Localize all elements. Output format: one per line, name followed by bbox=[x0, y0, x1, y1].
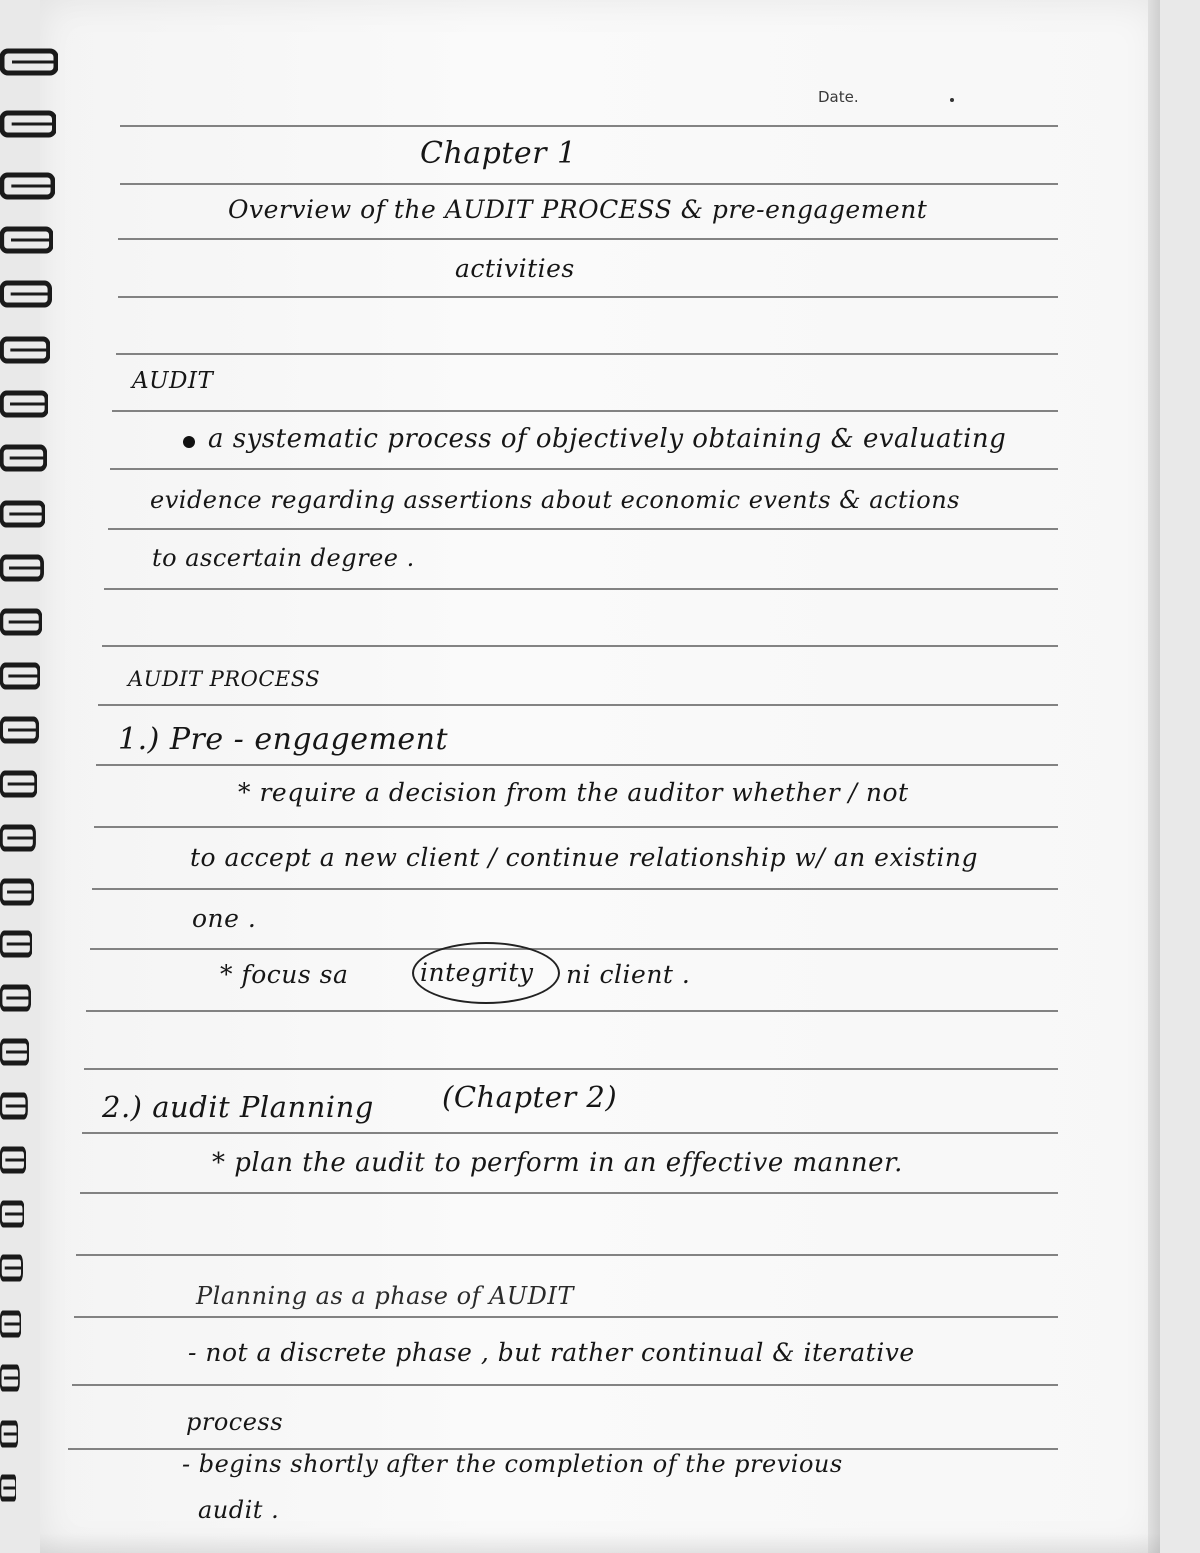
audit-planning-note-line1: * plan the audit to perform in an effective manner. bbox=[212, 1148, 903, 1178]
ruled-line bbox=[96, 764, 1058, 766]
binding-ring-icon bbox=[0, 1200, 24, 1228]
ruled-line bbox=[98, 704, 1058, 706]
page-bottom-shadow bbox=[40, 1533, 1160, 1553]
pre-engagement-note-line4b: ni client . bbox=[566, 960, 691, 989]
pre-engagement-note-line1: * require a decision from the auditor whether / not bbox=[238, 778, 909, 807]
binding-ring-icon bbox=[0, 824, 36, 852]
binding-ring-icon bbox=[0, 1364, 20, 1392]
bullet-icon bbox=[183, 436, 195, 448]
planning-phase-line1: - not a discrete phase , but rather continual & iterative bbox=[188, 1338, 915, 1367]
ruled-line bbox=[82, 1132, 1058, 1134]
binding-ring-icon bbox=[0, 878, 34, 906]
binding-ring-icon bbox=[0, 608, 42, 636]
binding-ring-icon bbox=[0, 444, 47, 472]
binding-ring-icon bbox=[0, 110, 56, 138]
chapter-title: Chapter 1 bbox=[420, 136, 577, 171]
date-dot bbox=[950, 98, 954, 102]
audit-definition-line2: evidence regarding assertions about economic events & actions bbox=[150, 486, 960, 514]
pre-engagement-title: 1.) Pre - engagement bbox=[118, 722, 449, 757]
audit-definition-line1: a systematic process of objectively obtaining & evaluating bbox=[208, 424, 1007, 454]
ruled-line bbox=[80, 1192, 1058, 1194]
binding-ring-icon bbox=[0, 770, 37, 798]
notebook-page bbox=[40, 0, 1160, 1553]
binding-ring-icon bbox=[0, 336, 50, 364]
ruled-line bbox=[76, 1254, 1058, 1256]
binding-ring-icon bbox=[0, 390, 48, 418]
audit-planning-title: 2.) audit Planning bbox=[102, 1090, 374, 1124]
ruled-line bbox=[120, 183, 1058, 185]
binding-ring-icon bbox=[0, 1420, 18, 1448]
binding-ring-icon bbox=[0, 716, 39, 744]
binding-ring-icon bbox=[0, 1038, 29, 1066]
planning-phase-line3: - begins shortly after the completion of the previous bbox=[182, 1450, 843, 1478]
ruled-line bbox=[84, 1068, 1058, 1070]
binding-ring-icon bbox=[0, 554, 44, 582]
ruled-line bbox=[72, 1384, 1058, 1386]
pre-engagement-note-line2: to accept a new client / continue relationship w/ an existing bbox=[190, 843, 979, 872]
ruled-line bbox=[112, 410, 1058, 412]
pre-engagement-note-line4a: * focus sa bbox=[220, 960, 349, 989]
date-label: Date. bbox=[818, 88, 859, 106]
binding-ring-icon bbox=[0, 1092, 28, 1120]
binding-ring-icon bbox=[0, 48, 58, 76]
ruled-line bbox=[104, 588, 1058, 590]
planning-phase-line4: audit . bbox=[198, 1496, 280, 1524]
binding-ring-icon bbox=[0, 226, 53, 254]
pre-engagement-note-line3: one . bbox=[192, 904, 257, 933]
binding-ring-icon bbox=[0, 930, 32, 958]
page-edge bbox=[1148, 0, 1160, 1553]
binding-ring-icon bbox=[0, 1254, 23, 1282]
audit-process-heading: AUDIT PROCESS bbox=[128, 667, 321, 691]
ruled-line bbox=[90, 948, 1058, 950]
ruled-line bbox=[110, 468, 1058, 470]
binding-ring-icon bbox=[0, 500, 45, 528]
ruled-line bbox=[118, 296, 1058, 298]
binding-ring-icon bbox=[0, 662, 40, 690]
ruled-line bbox=[74, 1316, 1058, 1318]
binding-ring-icon bbox=[0, 1474, 16, 1502]
ruled-line bbox=[92, 888, 1058, 890]
circle-annotation bbox=[412, 942, 560, 1004]
audit-heading: AUDIT bbox=[132, 368, 214, 394]
ruled-line bbox=[102, 645, 1058, 647]
ruled-line bbox=[86, 1010, 1058, 1012]
audit-planning-ref: (Chapter 2) bbox=[442, 1080, 618, 1114]
circled-word-integrity: integrity bbox=[420, 958, 534, 987]
ruled-line bbox=[116, 353, 1058, 355]
binding-ring-icon bbox=[0, 172, 55, 200]
spiral-binding bbox=[0, 0, 110, 1553]
binding-ring-icon bbox=[0, 984, 31, 1012]
audit-definition-line3: to ascertain degree . bbox=[152, 544, 415, 572]
planning-phase-heading: Planning as a phase of AUDIT bbox=[196, 1282, 574, 1310]
chapter-subtitle-line1: Overview of the AUDIT PROCESS & pre-engagement bbox=[228, 195, 928, 224]
ruled-line bbox=[118, 238, 1058, 240]
binding-ring-icon bbox=[0, 1310, 21, 1338]
chapter-subtitle-line2: activities bbox=[455, 254, 575, 283]
binding-ring-icon bbox=[0, 1146, 26, 1174]
binding-ring-icon bbox=[0, 280, 52, 308]
ruled-line bbox=[108, 528, 1058, 530]
ruled-line bbox=[120, 125, 1058, 127]
ruled-line bbox=[94, 826, 1058, 828]
planning-phase-line2: process bbox=[186, 1408, 284, 1436]
